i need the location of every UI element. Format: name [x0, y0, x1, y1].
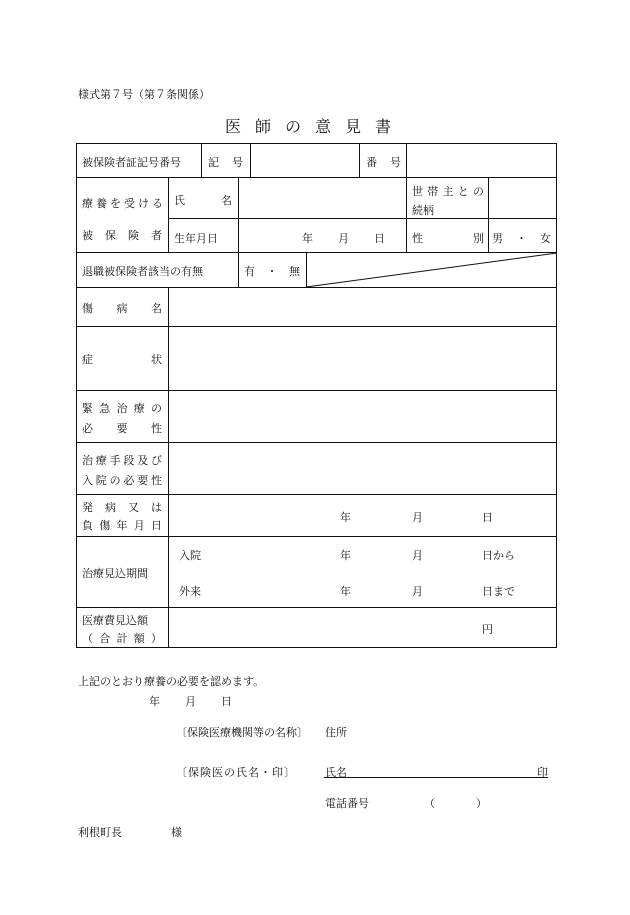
outpatient-until-label: 日まで [482, 585, 515, 598]
relation-label-line1: 世 帯 主 と の [412, 185, 484, 198]
cost-estimate-label-line2: （ 合 計 額 ） [82, 632, 162, 645]
onset-month-label: 月 [412, 511, 423, 524]
treatment-label-line1: 治 療 手 段 及 び [82, 454, 162, 467]
urgency-label-line2: 必 要 性 [82, 422, 162, 435]
phone-parentheses: （ ） [424, 797, 489, 810]
doctor-name-label: 〔保険医の氏名・印〕 [176, 766, 296, 779]
medical-opinion-form-table [76, 143, 557, 648]
symbol-field[interactable] [256, 146, 356, 174]
birth-month-label: 月 [338, 232, 349, 245]
urgency-label-line1: 緊 急 治 療 の [82, 402, 162, 415]
name-label: 氏 名 [174, 194, 232, 207]
seal-mark: 印 [537, 766, 548, 779]
inpatient-year-label: 年 [340, 549, 351, 562]
number-field[interactable] [410, 146, 553, 174]
outpatient-month-label: 月 [412, 585, 423, 598]
urgency-field[interactable] [173, 394, 553, 439]
date-day-label: 日 [221, 695, 232, 708]
birth-day-label: 日 [374, 232, 385, 245]
date-year-label: 年 [149, 695, 160, 708]
relation-label-line2: 続柄 [412, 204, 434, 217]
onset-year-label: 年 [340, 511, 351, 524]
symbol-label: 記 号 [208, 156, 244, 169]
insured-card-label: 被保険者証記号番号 [82, 156, 181, 169]
certification-statement: 上記のとおり療養の必要を認めます。 [78, 675, 265, 688]
symptom-field[interactable] [173, 330, 553, 387]
inpatient-month-label: 月 [412, 549, 423, 562]
birthdate-label: 生年月日 [174, 232, 218, 245]
phone-label: 電話番号 [325, 797, 369, 810]
institution-name-label: 〔保険医療機関等の名称〕 [176, 726, 308, 739]
yen-unit: 円 [482, 623, 493, 636]
onset-label-line1: 発 病 又 は [82, 501, 162, 514]
form-number: 様式第７号（第７条関係） [78, 88, 210, 101]
sex-options[interactable]: 男 ・ 女 [492, 232, 551, 245]
onset-day-label: 日 [482, 511, 493, 524]
treatment-field[interactable] [173, 446, 553, 491]
address-label: 住所 [325, 726, 347, 739]
doctor-name-underline [324, 777, 548, 778]
recipient-label-line2: 被 保 険 者 [82, 229, 162, 242]
doctor-name-field-label: 氏名 [325, 766, 347, 779]
number-label: 番 号 [366, 156, 402, 169]
treatment-period-label: 治療見込期間 [82, 567, 148, 580]
retired-insured-label: 退職被保険者該当の有無 [82, 265, 203, 278]
inpatient-label: 入院 [179, 549, 201, 562]
inpatient-from-label: 日から [482, 549, 515, 562]
relation-field[interactable] [492, 181, 552, 215]
recipient-label-line1: 療養を受ける [82, 197, 166, 210]
sex-label: 性 別 [412, 232, 484, 245]
disease-name-field[interactable] [173, 290, 553, 323]
document-title: 医師の意見書 [224, 117, 405, 136]
onset-label-line2: 負 傷 年 月 日 [82, 519, 162, 532]
date-month-label: 月 [185, 695, 196, 708]
disease-name-label: 傷 病 名 [82, 302, 162, 315]
addressee: 利根町長 [78, 826, 122, 839]
outpatient-year-label: 年 [340, 585, 351, 598]
symptom-label: 症 状 [82, 353, 162, 366]
cost-estimate-label-line1: 医療費見込額 [82, 614, 148, 627]
birth-year-label: 年 [302, 232, 313, 245]
treatment-label-line2: 入 院 の 必 要 性 [82, 474, 162, 487]
patient-name-field[interactable] [242, 181, 402, 215]
retired-options[interactable]: 有 ・ 無 [244, 265, 300, 278]
honorific: 様 [171, 826, 182, 839]
outpatient-label: 外来 [179, 585, 201, 598]
